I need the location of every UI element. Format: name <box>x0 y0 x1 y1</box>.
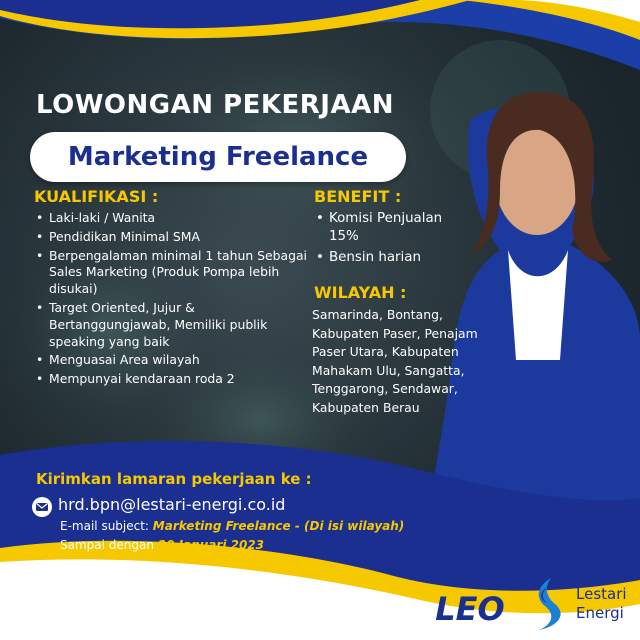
energi-line: Energi <box>576 604 624 622</box>
list-item: • Target Oriented, Jujur & Bertanggungjawab, Memiliki publik speaking yang baik <box>36 300 316 350</box>
qualifications-list <box>36 210 316 390</box>
poster-title: LOWONGAN PEKERJAAN <box>36 90 394 120</box>
email-address[interactable]: hrd.bpn@lestari-energi.co.id <box>58 495 286 514</box>
email-subject <box>60 519 404 533</box>
registered-mark: ® <box>511 582 519 591</box>
lestari-energi-logo <box>525 576 571 632</box>
region-list: Samarinda, Bontang, Kabupaten Paser, Penajam Paser Utara, Kabupaten Mahakam Ulu, Sangatta, Tenggarong, Sendawar, Kabupaten Berau <box>312 307 478 415</box>
email-subject-label: E-mail subject: <box>60 519 153 533</box>
lestari-line: Lestari <box>576 585 627 603</box>
benefit-heading: BENEFIT : <box>314 187 402 206</box>
application-instruction: Kirimkan lamaran pekerjaan ke : <box>36 470 312 488</box>
leo-logo-text: LEO <box>435 590 505 628</box>
leo-logo <box>430 588 510 628</box>
list-item: • Komisi Penjualan 15% <box>316 210 476 247</box>
list-item: • Pendidikan Minimal SMA <box>36 229 316 246</box>
email-icon <box>32 497 52 517</box>
benefit-list <box>316 210 476 269</box>
region-heading: WILAYAH : <box>314 283 407 302</box>
email-subject-value: Marketing Freelance - (Di isi wilayah) <box>152 519 405 533</box>
position-title: Marketing Freelance <box>67 142 369 172</box>
list-item: • Mempunyai kendaraan roda 2 <box>36 371 316 388</box>
qualifications-heading: KUALIFIKASI : <box>34 187 159 206</box>
position-badge <box>30 132 406 182</box>
lestari-energi-name <box>576 585 627 623</box>
deadline-date: 20 Januari 2023 <box>157 538 265 552</box>
list-item: • Berpengalaman minimal 1 tahun Sebagai Sales Marketing (Produk Pompa lebih disukai) <box>36 248 316 298</box>
list-item: • Menguasai Area wilayah <box>36 352 316 369</box>
deadline-label: Sampai dengan <box>60 538 158 552</box>
list-item: • Laki-laki / Wanita <box>36 210 316 227</box>
deadline <box>60 538 264 552</box>
list-item: • Bensin harian <box>316 249 476 267</box>
